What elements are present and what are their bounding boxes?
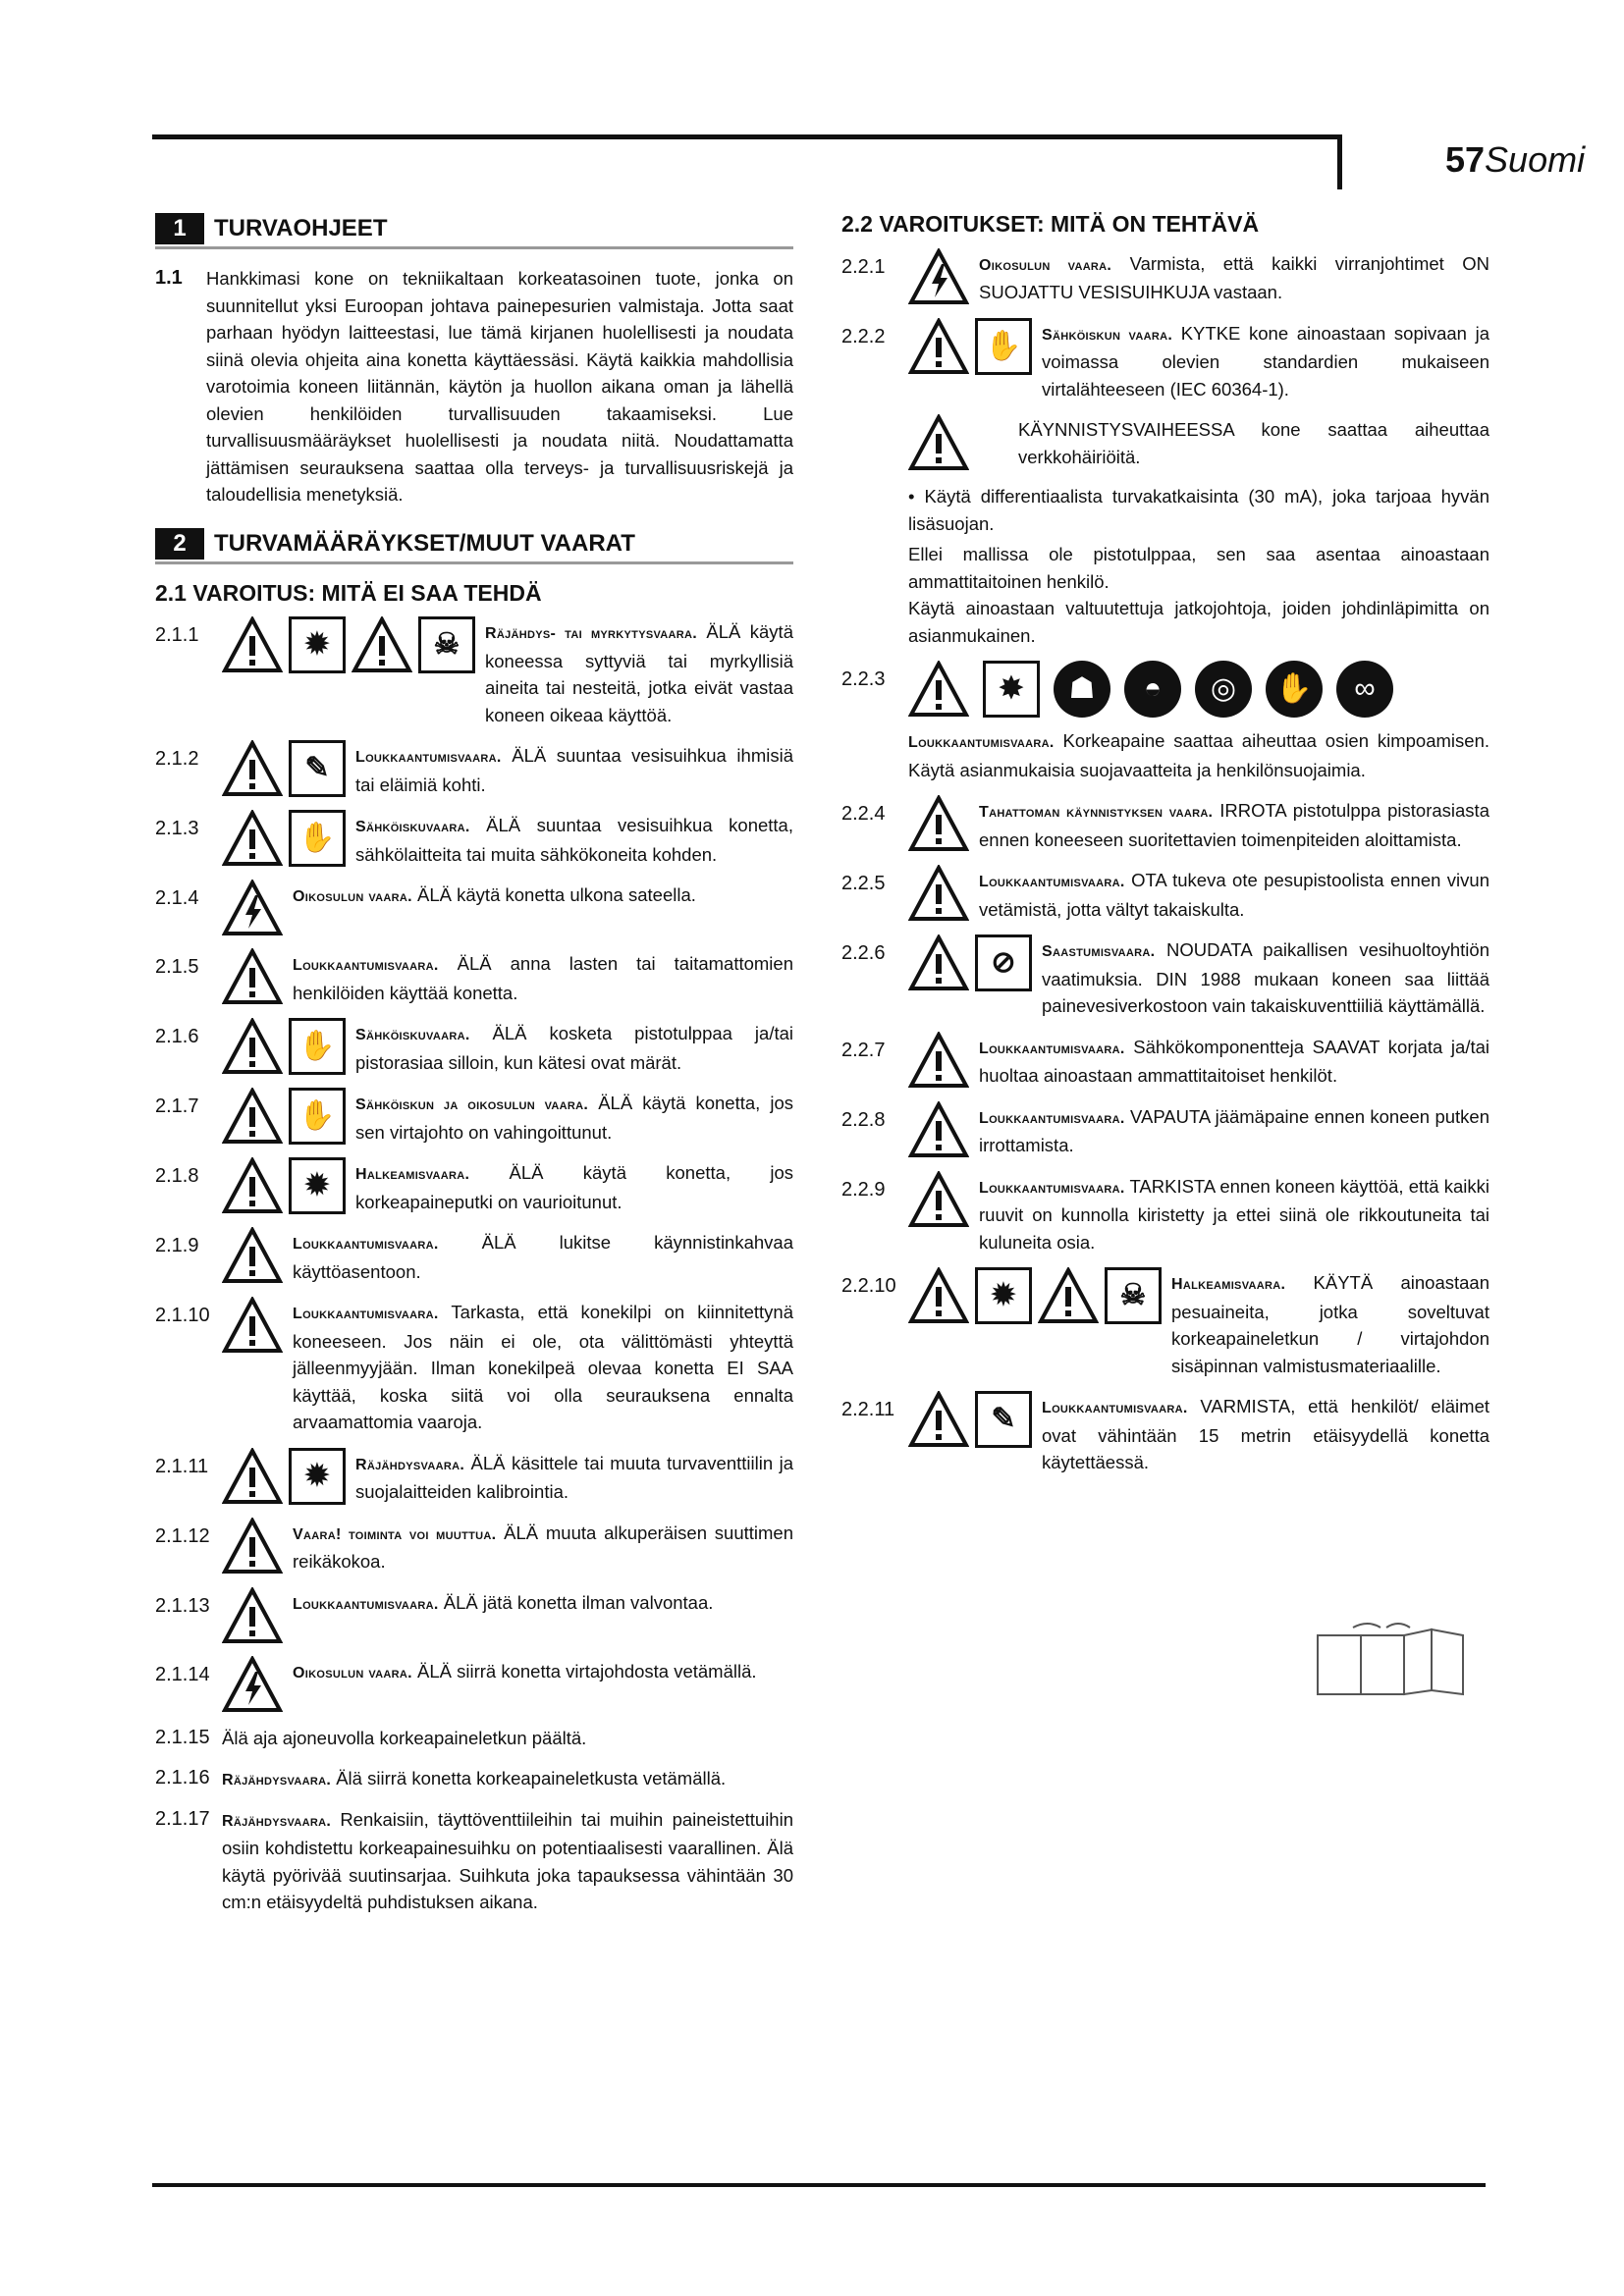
warning-item [155,1587,793,1644]
item-number: 2.1.8 [155,1165,199,1187]
top-rule-tick [1337,134,1342,189]
warning-icon [222,810,283,867]
warning-icon [222,740,283,797]
item-text: Loukkaantumisvaara. VAPAUTA jäämäpaine ennen koneen putken irrottamista. [979,1105,1489,1155]
item-text: Älä aja ajoneuvolla korkeapaineletkun päältä. [222,1727,587,1748]
extra-note [908,595,1489,649]
item-label: Räjähdysvaara. [355,1456,465,1473]
item-icons [908,865,969,923]
item-label: Vaara! toiminta voi muuttua. [293,1525,497,1543]
item-icons [222,1518,283,1575]
item-number: 2.2.2 [841,325,886,347]
warning-icon [222,948,283,1005]
item-label: Loukkaantumisvaara. [293,1595,439,1613]
item-label: Räjähdysvaara. [222,1772,332,1789]
warning-icon [222,1227,283,1284]
item-label: Oikosulun vaara. [293,1664,412,1682]
paragraph-text: Hankkimasi kone on tekniikaltaan korkeatasoinen tuote, jonka on suunnitellut yksi Euroopan johtava painepesurien valmistaja. Jotta saat parhaan hyödyn laitteestasi, lue tämä kirjanen huolellisesti ja noudata siinä olevia ohjeita aina konetta käyttäessäsi. Käytä kaikkia mahdollisia varotoimia koneen liitännän, käytön ja huollon aikana oman ja lähellä olevien henkilöiden turvallisuuden takaamiseksi. Lue turvallisuusmääräykset huolellisesti ja noudata niitä. Noudattamatta jättämisen seurauksena saattaa olla terveys- ja turvallisuusriskejä ja taloudellisia menetyksiä. [206,268,793,505]
item-text: Halkeamisvaara. KÄYTÄ ainoastaan pesuaineita, jotka soveltuvat korkeapaineletkun / virtajohdon sisäpinnan valmistusmateriaalille. [1171,1272,1489,1376]
item-icons [908,1391,1032,1476]
warning-icon [908,1171,969,1228]
item-icons [908,1171,969,1256]
item-icons [222,1157,346,1215]
ear-protection-icon: ◎ [1195,661,1252,718]
plain-warning-item [155,1725,793,1754]
no-water-icon: ⊘ [975,934,1032,991]
warning-icon [222,1157,283,1214]
warning-item [841,1391,1489,1476]
warning-icon [908,1391,969,1448]
item-label: Loukkaantumisvaara. [979,1109,1125,1127]
page-number: 57 [1445,139,1486,180]
item-number: 2.2.10 [841,1275,896,1297]
warning-icon [908,865,969,922]
item-number: 2.1.16 [155,1767,210,1789]
warning-item [841,248,1489,306]
item-number: 2.1.3 [155,818,199,839]
electric-hand-icon: ✋ [289,1018,346,1075]
warning-icon [908,1267,969,1324]
item-label: Sähköiskun vaara. [1042,326,1173,344]
item-text: Loukkaantumisvaara. OTA tukeva ote pesupistoolista ennen vivun vetämistä, jotta vältyt takaiskulta. [979,870,1489,920]
item-icons [908,934,1032,1020]
top-rule [152,134,1342,139]
item-number: 2.2.11 [841,1399,895,1420]
item-label: Loukkaantumisvaara. [979,874,1125,890]
warning-icon [222,1587,283,1644]
warning-item [155,1518,793,1575]
paragraph-number: 1.1 [155,267,183,289]
explosion-icon: ✹ [975,1267,1032,1324]
bottom-rule [152,2183,1486,2187]
item-icons [222,616,475,728]
item-label: Loukkaantumisvaara. [979,1179,1125,1197]
item-number: 2.2.5 [841,873,886,894]
item-text: Oikosulun vaara. ÄLÄ käytä konetta ulkona sateella. [293,884,696,905]
item-text: Halkeamisvaara. ÄLÄ käytä konetta, jos korkeapaineputki on vaurioitunut. [355,1162,793,1212]
item-label: Loukkaantumisvaara. [293,957,439,974]
warning-icon [222,616,283,673]
subsection-2-1-heading: 2.1 VAROITUS: MITÄ EI SAA TEHDÄ [155,579,542,606]
explosion-icon: ✹ [289,1157,346,1214]
item-number: 2.2.6 [841,942,886,964]
item-text: Loukkaantumisvaara. Korkeapaine saattaa aiheuttaa osien kimpoamisen. Käytä asianmukaisia suojavaatteita ja henkilönsuojaimia. [908,730,1489,780]
item-text: Sähköiskuvaara. ÄLÄ kosketa pistotulppaa ja/tai pistorasiaa silloin, kun kätesi ovat märät. [355,1023,793,1073]
spray-person-icon: ✎ [289,740,346,797]
section-number: 2 [155,528,204,560]
warning-item [155,740,793,798]
section-number: 1 [155,213,204,244]
item-text: Loukkaantumisvaara. ÄLÄ anna lasten tai taitamattomien henkilöiden käyttää konetta. [293,953,793,1003]
warning-item [155,948,793,1006]
warning-icon [222,1088,283,1145]
item-icons [908,1032,969,1090]
item-icons [908,1267,1162,1379]
right-column [841,211,1489,1488]
item-text: Oikosulun vaara. Varmista, että kaikki virranjohtimet ON SUOJATTU VESISUIHKUJA vastaan. [979,252,1489,302]
toxic-icon: ☠ [1105,1267,1162,1324]
item-number: 2.1.6 [155,1026,199,1047]
explosion-icon: ✹ [289,1448,346,1505]
item-text: Loukkaantumisvaara. ÄLÄ lukitse käynnistinkahvaa käyttöasentoon. [293,1232,793,1282]
item-text: Räjähdysvaara. Renkaisiin, täyttöventtiileihin tai muihin paineistettuihin osiin kohdistettu korkeapainesuihku on potentiaalisesti vaarallinen. Älä käytä pyörivää suutinsarjaa. Suihkuta joka tapauksessa vähintään 30 cm:n etäisyydeltä puhdistuksen aikana. [222,1808,793,1912]
warning-icon [222,1018,283,1075]
item-label: Räjähdys- tai myrkytysvaara. [485,625,698,642]
warning-item [841,1101,1489,1159]
warning-icon [222,1297,283,1354]
item-icons [222,1448,346,1506]
item-label: Halkeamisvaara. [1171,1276,1286,1293]
electric-warning-icon [222,1656,283,1713]
warning-item [155,1297,793,1436]
item-label: Loukkaantumisvaara. [293,1306,439,1322]
item-icons [908,1101,969,1159]
item-number: 2.1.13 [155,1594,210,1617]
item-icons [908,318,1032,403]
item-number: 2.1.17 [155,1807,210,1830]
item-text: Saastumisvaara. NOUDATA paikallisen vesihuoltoyhtiön vaatimuksia. DIN 1988 mukaan koneen saa liittää painevesiverkostoon vain takaiskuventtiiliä käyttämällä. [1042,939,1489,1016]
item-label: Saastumisvaara. [1042,943,1156,960]
spray-person-icon: ✎ [975,1391,1032,1448]
item-text: Räjähdys- tai myrkytysvaara. ÄLÄ käytä koneessa syttyviä tai myrkyllisiä aineita tai nesteitä, jotka eivät vastaa koneen oikeaa käyttöä. [485,621,793,725]
bullet-item [908,483,1489,537]
item-label: Sähköiskuvaara. [355,819,470,835]
warning-icon [222,1518,283,1575]
item-text: Sähköiskun ja oikosulun vaara. ÄLÄ käytä konetta, jos sen virtajohto on vahingoittunut. [355,1093,793,1143]
item-number: 2.1.7 [155,1095,199,1117]
item-label: Halkeamisvaara. [355,1166,470,1183]
electric-hand-icon: ✋ [289,810,346,867]
item-icons [908,248,969,306]
page-header [1445,139,1585,181]
toxic-icon: ☠ [418,616,475,673]
item-label: Sähköiskuvaara. [355,1027,470,1043]
warning-item [841,934,1489,1020]
warning-item [841,865,1489,923]
section-title: TURVAMÄÄRÄYKSET/MUUT VAARAT [214,529,635,557]
startup-warning [908,414,1489,471]
plain-warning-item [155,1765,793,1794]
item-number: 2.2.9 [841,1178,886,1201]
item-label: Oikosulun vaara. [293,888,412,905]
warning-icon [908,934,969,991]
item-text: Loukkaantumisvaara. Tarkasta, että konekilpi on kiinnitettynä koneeseen. Jos näin ei ole, ota välittömästi yhteyttä jälleenmyyjään. Ilman konekilpeä olevaa konetta EI SAA käyttää, koska siitä voi olla seurauksena ennalta arvaamattomia vaaroja. [293,1302,793,1432]
item-label: Loukkaantumisvaara. [293,1236,439,1253]
left-column [155,211,793,1928]
warning-item [155,1088,793,1146]
item-number: 2.2.8 [841,1108,886,1131]
item-icons [222,740,346,798]
item-icons [222,1587,283,1644]
warning-item [841,318,1489,403]
warning-icon [222,1448,283,1505]
item-text: Vaara! toiminta voi muuttua. ÄLÄ muuta alkuperäisen suuttimen reikäkokoa. [293,1522,793,1572]
section-1-heading [155,211,793,249]
subsection-2-2-heading: 2.2 VAROITUKSET: MITÄ ON TEHTÄVÄ [841,211,1260,237]
item-text: Loukkaantumisvaara. ÄLÄ suuntaa vesisuihkua ihmisiä tai eläimiä kohti. [355,745,793,795]
item-icons [222,1018,346,1076]
warning-list [841,248,1489,403]
item-text: Räjähdysvaara. Älä siirrä konetta korkeapaineletkusta vetämällä. [222,1768,727,1789]
electric-warning-icon [222,880,283,936]
item-label: Loukkaantumisvaara. [355,749,502,766]
item-label: Tahattoman käynnistyksen vaara. [979,804,1214,821]
page-language: Suomi [1485,139,1586,180]
item-text: Räjähdysvaara. ÄLÄ käsittele tai muuta turvaventtiilin ja suojalaitteiden kalibrointia. [355,1452,793,1502]
item-icons [908,795,969,853]
item-number: 2.1.14 [155,1663,210,1685]
warning-icon [908,1032,969,1089]
warning-icon [908,661,969,718]
warning-item [155,1227,793,1285]
protective-clothing-icon: ☗ [1054,661,1110,718]
item-number: 2.2.4 [841,803,886,825]
warning-icon [908,318,969,375]
item-number: 2.2.7 [841,1039,886,1061]
plain-warning-list [155,1725,793,1916]
section-2-heading [155,526,793,564]
item-number: 2.1.9 [155,1235,199,1256]
item-number: 2.1.2 [155,748,199,770]
item-icons [222,1656,283,1713]
warning-item [841,1032,1489,1090]
item-label: Oikosulun vaara. [979,256,1112,274]
item-icons [222,948,283,1006]
item-number: 2.2.1 [841,255,886,278]
warning-icon [352,616,412,673]
item-icons [222,810,346,868]
paragraph-1-1 [155,265,793,508]
item-text: Sähköiskuvaara. ÄLÄ suuntaa vesisuihkua konetta, sähkölaitteita tai muita sähkökoneita kohden. [355,815,793,865]
item-label: Loukkaantumisvaara. [908,734,1055,751]
helmet-icon: ◓ [1124,661,1181,718]
warning-item [841,1171,1489,1256]
projectile-icon: ✸ [983,661,1040,718]
goggles-icon: ∞ [1336,661,1393,718]
warning-item [155,1448,793,1506]
item-text: Oikosulun vaara. ÄLÄ siirrä konetta virtajohdosta vetämällä. [293,1660,757,1682]
item-number: 2.1.12 [155,1524,210,1547]
item-text: Loukkaantumisvaara. Sähkökomponentteja SAAVAT korjata ja/tai huoltaa ainoastaan ammattitaitoiset henkilöt. [979,1036,1489,1086]
bullet-text: • Käytä differentiaalista turvakatkaisinta (30 mA), joka tarjoaa hyvän lisäsuojan. [908,486,1489,534]
item-number: 2.1.5 [155,956,199,978]
warning-item [841,795,1489,853]
electric-hand-icon: ✋ [975,318,1032,375]
warning-item [155,880,793,936]
item-number: 2.1.10 [155,1305,210,1326]
extra-note [908,541,1489,595]
warning-item [155,1018,793,1076]
startup-text: KÄYNNISTYSVAIHEESSA kone saattaa aiheuttaa verkkohäiriöitä. [1018,419,1489,467]
item-number: 2.1.1 [155,624,199,646]
section-title: TURVAOHJEET [214,215,388,242]
warning-icon [1038,1267,1099,1324]
warning-icon [908,795,969,852]
ppe-icons [908,661,1393,718]
item-icons [222,1088,346,1146]
item-text: Tahattoman käynnistyksen vaara. IRROTA pistotulppa pistorasiasta ennen koneeseen suoritettavien toimenpiteiden aloittamista. [979,800,1489,850]
item-label: Räjähdysvaara. [222,1812,332,1830]
electric-warning-icon [908,248,969,305]
item-number: 2.1.11 [155,1455,209,1477]
warning-item [155,1656,793,1713]
item-label: Loukkaantumisvaara. [1042,1400,1188,1416]
item-icons [222,1297,283,1436]
warning-item [155,810,793,868]
item-icons [222,1227,283,1285]
item-text: Loukkaantumisvaara. TARKISTA ennen koneen käyttöä, että kaikki ruuvit on kunnolla kiristetty ja ettei siinä ole rikkoutuneita tai kuluneita osia. [979,1175,1489,1253]
warning-item [155,616,793,728]
item-number: 2.1.15 [155,1726,210,1748]
warning-list [155,616,793,1713]
item-text: Sähköiskun vaara. KYTKE kone ainoastaan sopivaan ja voimassa olevien standardien mukaiseen virtalähteeseen (IEC 60364-1). [1042,322,1490,400]
warning-icon [908,1101,969,1158]
item-text: Loukkaantumisvaara. VARMISTA, että henkilöt/ eläimet ovat vähintään 15 metrin etäisyydellä konetta käytettäessä. [1042,1396,1489,1472]
gloves-icon: ✋ [1266,661,1323,718]
item-label: Loukkaantumisvaara. [979,1040,1125,1057]
extra-text: Käytä ainoastaan valtuutettuja jatkojohtoja, joiden johdinläpimitta on asianmukainen. [908,598,1489,646]
item-number: 2.1.4 [155,887,199,909]
item-label: Sähköiskun ja oikosulun vaara. [355,1096,589,1113]
warning-icon [908,414,969,471]
plain-warning-item [155,1806,793,1916]
warning-list [841,795,1489,1476]
warning-item-2-2-3 [841,661,1489,783]
warning-item [841,1267,1489,1379]
extra-text: Ellei mallissa ole pistotulppaa, sen saa asentaa ainoastaan ammattitaitoinen henkilö. [908,544,1489,592]
warning-item [155,1157,793,1215]
explosion-icon: ✹ [289,616,346,673]
item-number: 2.2.3 [841,668,886,690]
item-icons [222,880,283,936]
read-manual-icon [1314,1618,1471,1698]
electric-hand-icon: ✋ [289,1088,346,1145]
item-text: Loukkaantumisvaara. ÄLÄ jätä konetta ilman valvontaa. [293,1591,714,1613]
